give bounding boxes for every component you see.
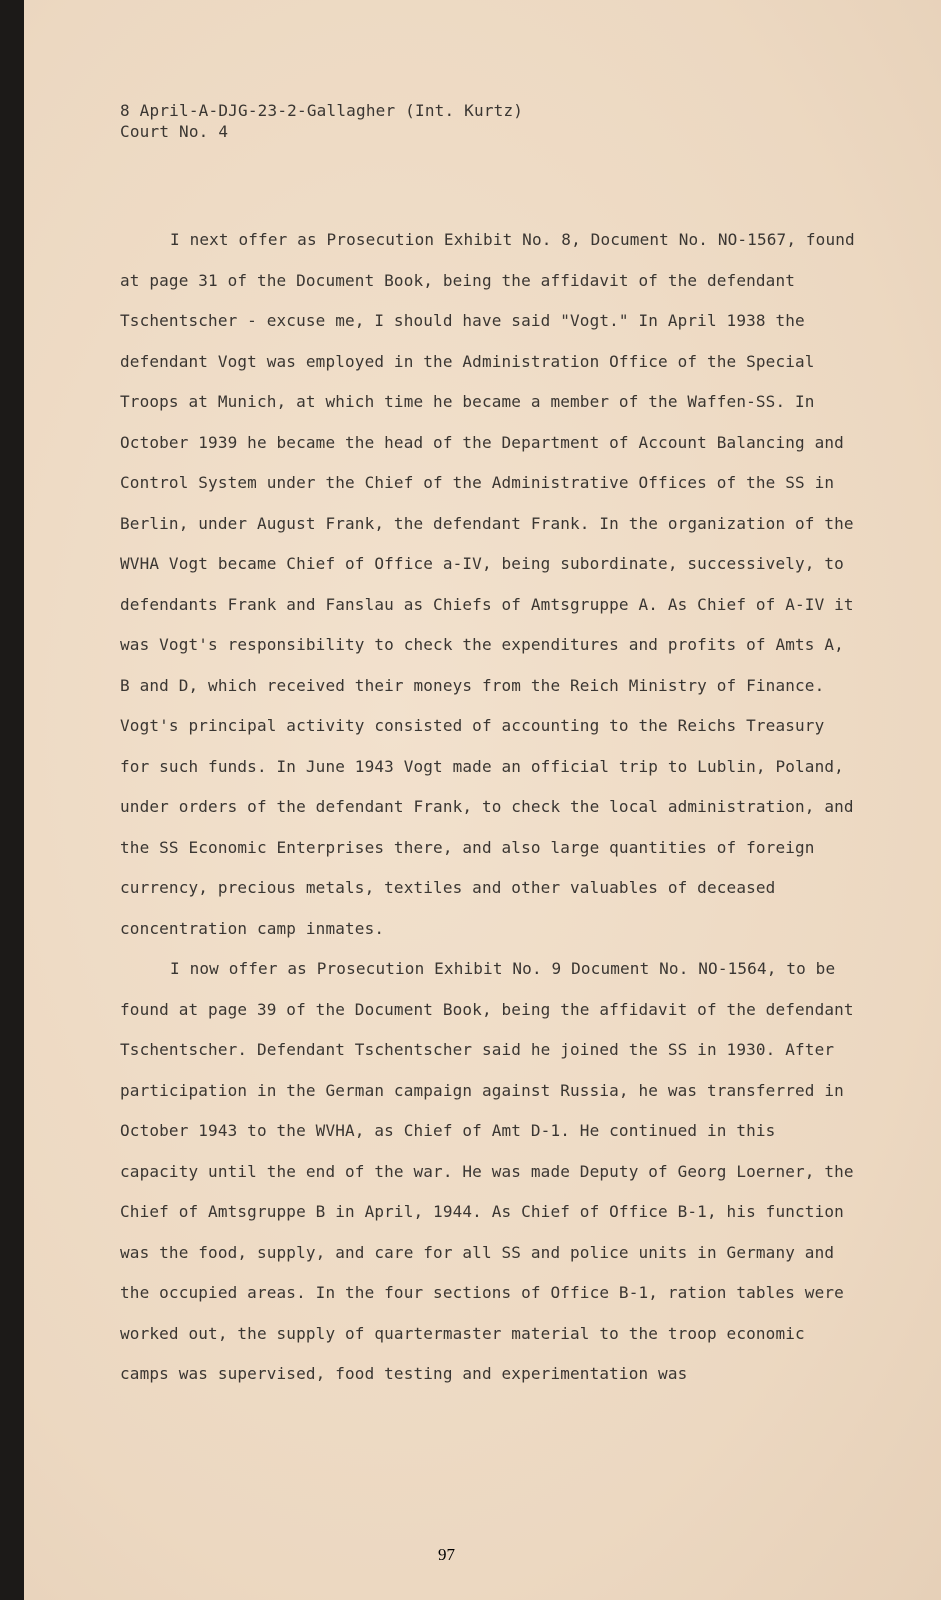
transcript-body [120, 220, 860, 1395]
page-number: 97 [438, 1545, 455, 1564]
header-court-line: Court No. 4 [120, 122, 229, 141]
paragraph-exhibit-9: I now offer as Prosecution Exhibit No. 9 Document No. NO-1564, to be found at page 39 of the Document Book, being the affidavit of the defendant Tschentscher. Defendant Tschentscher said he joined the SS in 1930. After participation in the German campaign against Russia, he was transferred in October 1943 to the WVHA, as Chief of Amt D-1. He continued in this capacity until the end of the war. He was made Deputy of Georg Loerner, the Chief of Amtsgruppe B in April, 1944. As Chief of Office B-1, his function was the food, supply, and care for all SS and police units in Germany and the occupied areas. In the four sections of Office B-1, ration tables were worked out, the supply of quartermaster material to the troop economic camps was supervised, food testing and experimentation was [120, 959, 854, 1383]
header-session-line: 8 April-A-DJG-23-2-Gallagher (Int. Kurtz) [120, 101, 524, 120]
transcript-header [120, 100, 523, 142]
paragraph-exhibit-8: I next offer as Prosecution Exhibit No. 8, Document No. NO-1567, found at page 31 of the Document Book, being the affidavit of the defendant Tschentscher - excuse me, I should have said "Vogt." In April 1938 the defendant Vogt was employed in the Administration Office of the Special Troops at Munich, at which time he became a member of the Waffen-SS. In October 1939 he became the head of the Department of Account Balancing and Control System under the Chief of the Administrative Offices of the SS in Berlin, under August Frank, the defendant Frank. In the organization of the WVHA Vogt became Chief of Office a-IV, being subordinate, successively, to defendants Frank and Fanslau as Chiefs of Amtsgruppe A. As Chief of A-IV it was Vogt's responsibility to check the expenditures and profits of Amts A, B and D, which received their moneys from the Reich Ministry of Finance. Vogt's principal activity consisted of accounting to the Reichs Treasury for such funds. In June 1943 Vogt made an official trip to Lublin, Poland, under orders of the defendant Frank, to check the local administration, and the SS Economic Enterprises there, and also large quantities of foreign currency, precious metals, textiles and other valuables of deceased concentration camp inmates. [120, 230, 855, 938]
document-page [24, 0, 941, 1600]
page-edge [0, 0, 24, 1600]
